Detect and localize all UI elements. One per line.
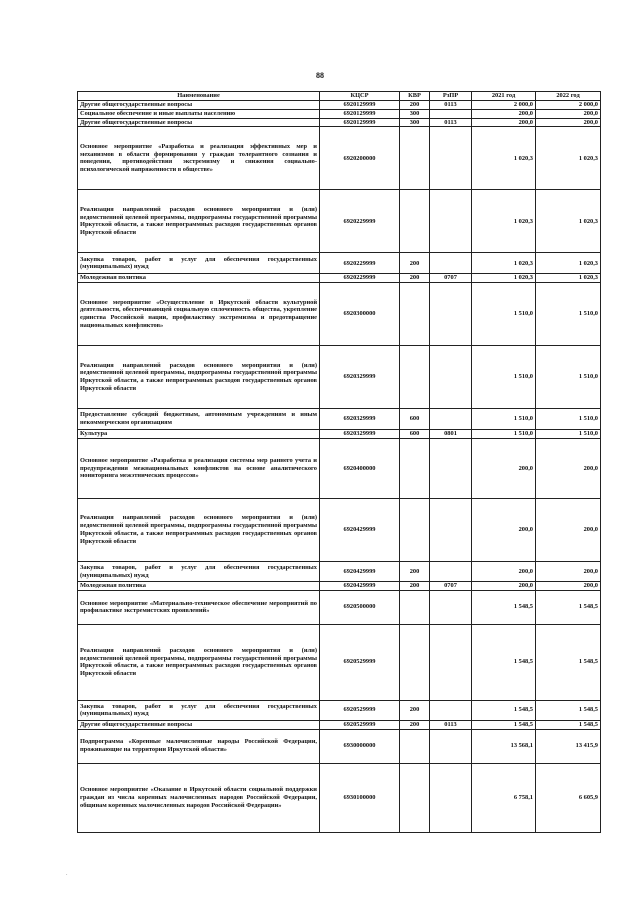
row-kcsr: 6920200000 <box>320 127 400 190</box>
row-value-2022: 2 000,0 <box>536 101 601 110</box>
row-value-2022: 200,0 <box>536 439 601 499</box>
row-value-2021: 200,0 <box>472 439 536 499</box>
row-kcsr: 6930000000 <box>320 729 400 763</box>
row-name: Основное мероприятие «Осуществление в Иркутской области культурной деятельности, обеспечивающей социальную сплоченность общества, укрепление единства Российской нации, профилактику экстремизма и предотвращение национальных конфликтов» <box>78 283 320 346</box>
row-kvr: 300 <box>400 109 430 118</box>
row-value-2022: 200,0 <box>536 499 601 562</box>
row-kcsr: 6920329999 <box>320 409 400 430</box>
table-row <box>78 624 601 700</box>
row-kvr <box>400 763 430 832</box>
row-kvr: 200 <box>400 253 430 274</box>
row-kcsr: 6920500000 <box>320 590 400 624</box>
row-kcsr: 6920429999 <box>320 582 400 591</box>
row-rzpr: 0801 <box>430 430 472 439</box>
row-rzpr <box>430 283 472 346</box>
table-row <box>78 101 601 110</box>
page-number: 88 <box>316 71 324 80</box>
row-value-2022: 13 415,9 <box>536 729 601 763</box>
row-rzpr <box>430 127 472 190</box>
row-rzpr: 0113 <box>430 720 472 729</box>
row-value-2021: 13 568,1 <box>472 729 536 763</box>
row-value-2021: 1 510,0 <box>472 346 536 409</box>
header-kcsr: КЦСР <box>320 92 400 101</box>
row-rzpr <box>430 624 472 700</box>
row-value-2022: 1 548,5 <box>536 590 601 624</box>
row-kcsr: 6920429999 <box>320 562 400 582</box>
row-kvr: 200 <box>400 101 430 110</box>
row-kvr: 600 <box>400 409 430 430</box>
row-rzpr <box>430 109 472 118</box>
row-value-2021: 200,0 <box>472 562 536 582</box>
table-body <box>78 101 601 833</box>
row-rzpr <box>430 409 472 430</box>
row-name: Реализация направлений расходов основного мероприятия и (или) ведомственной целевой программы, подпрограммы государственной программы Иркутской области, а также непрограммных расходов государственных органов Иркутской области <box>78 624 320 700</box>
row-kvr <box>400 439 430 499</box>
row-name: Социальное обеспечение и иные выплаты населению <box>78 109 320 118</box>
row-value-2021: 200,0 <box>472 499 536 562</box>
table-row <box>78 274 601 283</box>
table-row <box>78 283 601 346</box>
row-kvr <box>400 590 430 624</box>
row-name: Закупка товаров, работ и услуг для обеспечения государственных (муниципальных) нужд <box>78 562 320 582</box>
table-row <box>78 439 601 499</box>
row-kcsr: 6920400000 <box>320 439 400 499</box>
row-kvr <box>400 729 430 763</box>
row-value-2021: 1 548,5 <box>472 590 536 624</box>
table-row <box>78 118 601 127</box>
table-row <box>78 253 601 274</box>
table-row <box>78 720 601 729</box>
row-value-2022: 1 548,5 <box>536 624 601 700</box>
row-kcsr: 6920329999 <box>320 346 400 409</box>
row-kcsr: 6920129999 <box>320 118 400 127</box>
row-value-2021: 2 000,0 <box>472 101 536 110</box>
row-name: Основное мероприятие «Оказание в Иркутской области социальной поддержки граждан из числа коренных малочисленных народов Российской Федерации, общинам коренных малочисленных народов Российской Федерации» <box>78 763 320 832</box>
row-kcsr: 6920429999 <box>320 499 400 562</box>
table-row <box>78 499 601 562</box>
row-kcsr: 6920229999 <box>320 274 400 283</box>
row-name: Основное мероприятие «Материально-техническое обеспечение мероприятий по профилактике экстремистских проявлений» <box>78 590 320 624</box>
row-kcsr: 6920129999 <box>320 101 400 110</box>
row-value-2021: 200,0 <box>472 109 536 118</box>
row-value-2021: 1 510,0 <box>472 409 536 430</box>
row-kvr <box>400 190 430 253</box>
header-2022: 2022 год <box>536 92 601 101</box>
table-row <box>78 562 601 582</box>
table-row <box>78 590 601 624</box>
row-kcsr: 6920529999 <box>320 700 400 720</box>
row-name: Другие общегосударственные вопросы <box>78 720 320 729</box>
row-name: Другие общегосударственные вопросы <box>78 101 320 110</box>
row-kcsr: 6920229999 <box>320 253 400 274</box>
table-row <box>78 109 601 118</box>
row-kvr: 600 <box>400 430 430 439</box>
row-value-2021: 200,0 <box>472 582 536 591</box>
row-name: Закупка товаров, работ и услуг для обеспечения государственных (муниципальных) нужд <box>78 700 320 720</box>
row-rzpr <box>430 190 472 253</box>
row-rzpr <box>430 253 472 274</box>
row-rzpr <box>430 499 472 562</box>
row-rzpr: 0113 <box>430 118 472 127</box>
row-rzpr <box>430 763 472 832</box>
row-kvr: 200 <box>400 562 430 582</box>
budget-table <box>77 91 601 833</box>
scan-mark: . <box>66 871 68 877</box>
row-kcsr: 6920129999 <box>320 109 400 118</box>
row-value-2021: 1 020,3 <box>472 274 536 283</box>
table-row <box>78 700 601 720</box>
row-kvr: 200 <box>400 720 430 729</box>
row-kvr: 300 <box>400 118 430 127</box>
row-name: Реализация направлений расходов основного мероприятия и (или) ведомственной целевой программы, подпрограммы государственной программы Иркутской области, а также непрограммных расходов государственных органов Иркутской области <box>78 346 320 409</box>
row-value-2022: 1 548,5 <box>536 700 601 720</box>
row-name: Другие общегосударственные вопросы <box>78 118 320 127</box>
table-row <box>78 582 601 591</box>
row-value-2022: 1 020,3 <box>536 274 601 283</box>
table-row <box>78 409 601 430</box>
row-value-2021: 1 020,3 <box>472 253 536 274</box>
row-kvr <box>400 346 430 409</box>
row-value-2022: 1 510,0 <box>536 346 601 409</box>
row-kvr <box>400 283 430 346</box>
row-value-2022: 1 510,0 <box>536 283 601 346</box>
row-name: Закупка товаров, работ и услуг для обеспечения государственных (муниципальных) нужд <box>78 253 320 274</box>
row-rzpr: 0113 <box>430 101 472 110</box>
table-row <box>78 430 601 439</box>
row-value-2021: 1 548,5 <box>472 720 536 729</box>
row-name: Молодежная политика <box>78 582 320 591</box>
row-value-2021: 1 548,5 <box>472 624 536 700</box>
row-kvr: 200 <box>400 700 430 720</box>
row-kvr <box>400 624 430 700</box>
row-value-2022: 1 020,3 <box>536 127 601 190</box>
row-rzpr <box>430 346 472 409</box>
row-value-2022: 1 548,5 <box>536 720 601 729</box>
row-kcsr: 6920229999 <box>320 190 400 253</box>
header-rzpr: РзПР <box>430 92 472 101</box>
row-kcsr: 6920329999 <box>320 430 400 439</box>
row-rzpr: 0707 <box>430 274 472 283</box>
row-kcsr: 6930100000 <box>320 763 400 832</box>
row-value-2022: 1 510,0 <box>536 430 601 439</box>
row-value-2021: 200,0 <box>472 118 536 127</box>
row-value-2022: 200,0 <box>536 109 601 118</box>
row-rzpr <box>430 729 472 763</box>
row-kcsr: 6920529999 <box>320 624 400 700</box>
row-value-2022: 200,0 <box>536 118 601 127</box>
header-2021: 2021 год <box>472 92 536 101</box>
row-name: Предоставление субсидий бюджетным, автономным учреждениям и иным некоммерческим организациям <box>78 409 320 430</box>
row-name: Культура <box>78 430 320 439</box>
row-rzpr <box>430 562 472 582</box>
table-header-row <box>78 92 601 101</box>
row-kvr <box>400 127 430 190</box>
row-value-2021: 1 020,3 <box>472 190 536 253</box>
row-name: Реализация направлений расходов основного мероприятия и (или) ведомственной целевой программы, подпрограммы государственной программы Иркутской области, а также непрограммных расходов государственных органов Иркутской области <box>78 190 320 253</box>
header-name: Наименование <box>78 92 320 101</box>
row-rzpr <box>430 439 472 499</box>
row-rzpr <box>430 700 472 720</box>
row-rzpr <box>430 590 472 624</box>
row-value-2022: 200,0 <box>536 562 601 582</box>
row-name: Реализация направлений расходов основного мероприятия и (или) ведомственной целевой программы, подпрограммы государственной программы Иркутской области, а также непрограммных расходов государственных органов Иркутской области <box>78 499 320 562</box>
row-name: Основное мероприятие «Разработка и реализация системы мер раннего учета и предупреждения межнациональных конфликтов на основе аналитического мониторинга межэтнических процессов» <box>78 439 320 499</box>
row-value-2022: 6 605,9 <box>536 763 601 832</box>
row-kvr: 200 <box>400 274 430 283</box>
row-kvr: 200 <box>400 582 430 591</box>
row-kcsr: 6920300000 <box>320 283 400 346</box>
row-name: Подпрограмма «Коренные малочисленные народы Российской Федерации, проживающие на территории Иркутской области» <box>78 729 320 763</box>
table-row <box>78 346 601 409</box>
row-value-2021: 1 510,0 <box>472 430 536 439</box>
row-value-2021: 6 758,1 <box>472 763 536 832</box>
row-name: Основное мероприятие «Разработка и реализация эффективных мер и механизмов в области формирования у граждан толерантного сознания и поведения, противодействия экстремизму и снижения социально-психологической напряженности в обществе» <box>78 127 320 190</box>
table-row <box>78 729 601 763</box>
row-value-2022: 1 020,3 <box>536 253 601 274</box>
table-row <box>78 763 601 832</box>
row-value-2022: 1 020,3 <box>536 190 601 253</box>
row-name: Молодежная политика <box>78 274 320 283</box>
row-kcsr: 6920529999 <box>320 720 400 729</box>
row-rzpr: 0707 <box>430 582 472 591</box>
table-row <box>78 127 601 190</box>
row-value-2022: 200,0 <box>536 582 601 591</box>
row-value-2021: 1 020,3 <box>472 127 536 190</box>
table-row <box>78 190 601 253</box>
header-kvr: КВР <box>400 92 430 101</box>
row-value-2021: 1 510,0 <box>472 283 536 346</box>
row-value-2021: 1 548,5 <box>472 700 536 720</box>
row-kvr <box>400 499 430 562</box>
row-value-2022: 1 510,0 <box>536 409 601 430</box>
